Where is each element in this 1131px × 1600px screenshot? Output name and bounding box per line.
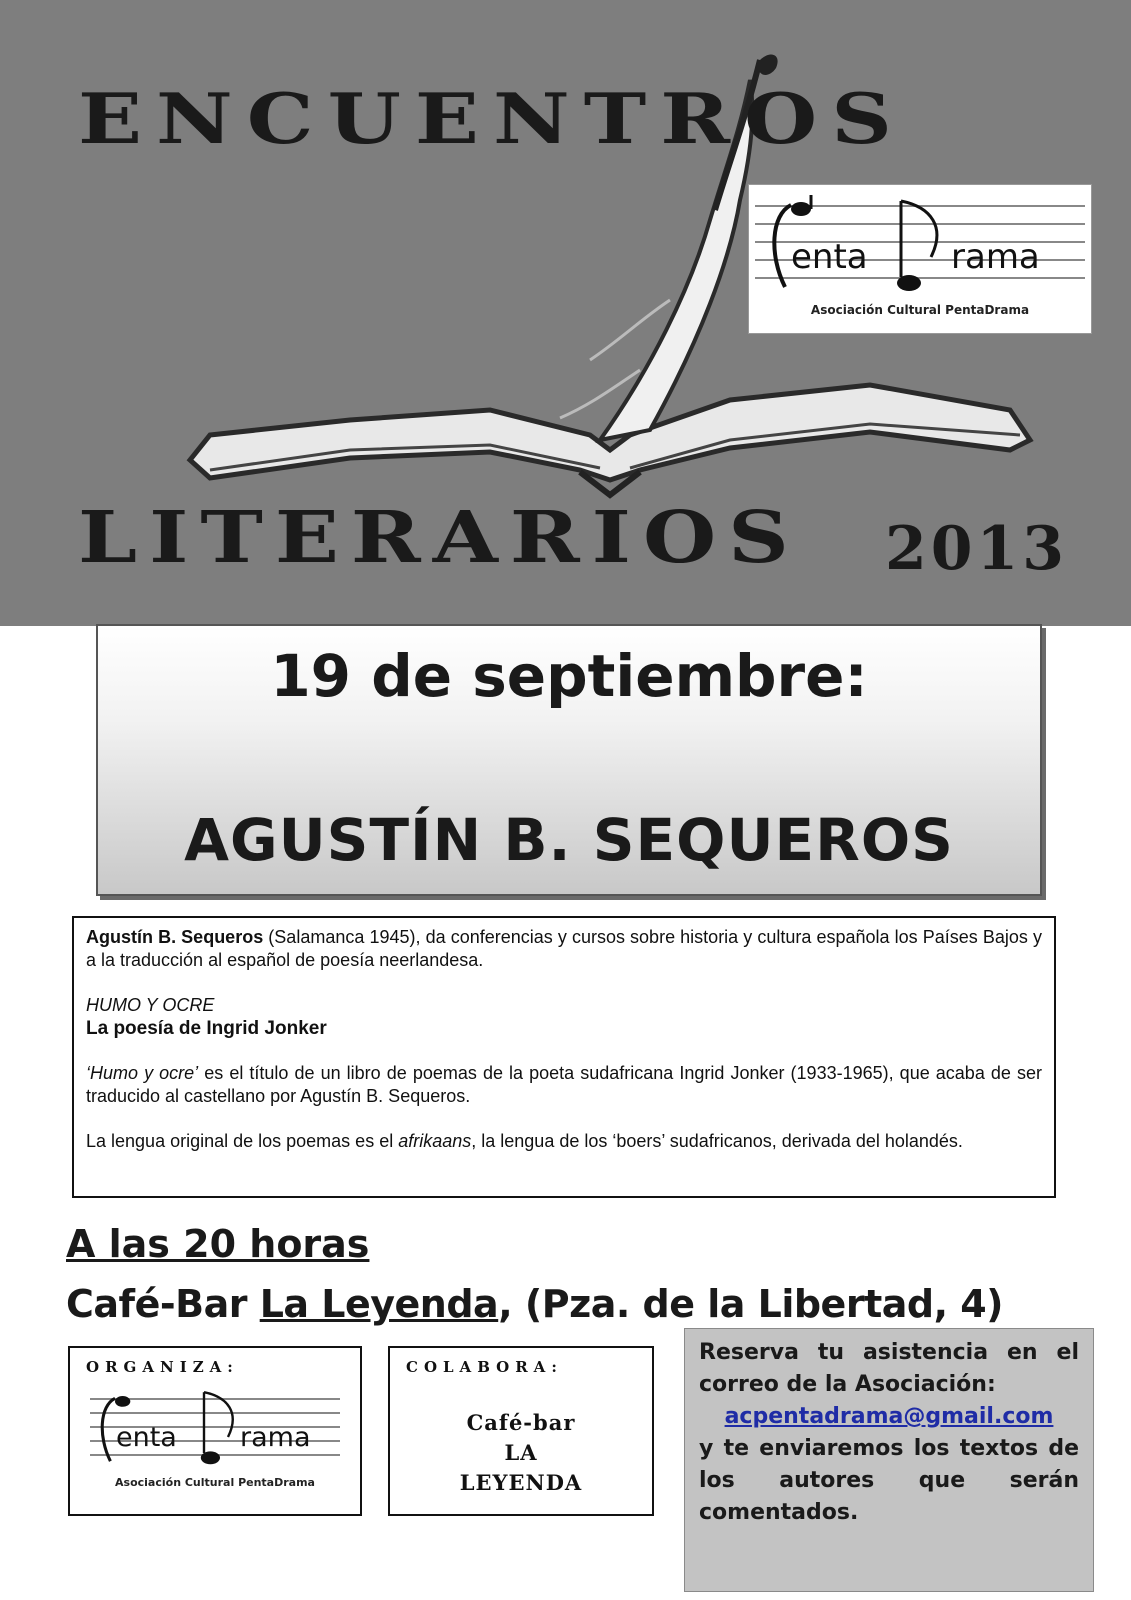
bio-p3-end: , la lengua de los ‘boers’ sudafricanos, derivada del holandés.: [471, 1131, 963, 1151]
bio-intro-text: (Salamanca 1945), da conferencias y cursos sobre historia y cultura española los Países Bajos y a la traducción al español de poesía neerlandesa.: [86, 927, 1042, 970]
reserve-email-link[interactable]: acpentadrama@gmail.com: [724, 1404, 1054, 1429]
event-author: AGUSTÍN B. SEQUEROS: [184, 806, 954, 874]
bio-intro: [86, 926, 1042, 972]
event-place: [66, 1282, 1003, 1326]
bio-p3-start: La lengua original de los poemas es el: [86, 1131, 399, 1151]
title-year: 2013: [885, 514, 1068, 584]
logo-caption: Asociación Cultural PentaDrama: [810, 303, 1030, 317]
logo-word-right: rama: [951, 237, 1040, 277]
colabora-name: [390, 1408, 652, 1498]
organiza-label: ORGANIZA:: [86, 1358, 239, 1376]
logo-caption: Asociación Cultural PentaDrama: [115, 1476, 315, 1489]
event-date: 19 de septiembre:: [270, 642, 868, 710]
reserve-box: [684, 1328, 1094, 1592]
bio-p2-text: es el título de un libro de poemas de la poeta sudafricana Ingrid Jonker (1933-1965), que acaba de ser traducido al castellano por Agustín B. Sequeros.: [86, 1063, 1042, 1106]
bio-p3-italic: afrikaans: [398, 1131, 472, 1151]
event-time: A las 20 horas: [66, 1222, 370, 1266]
bio-paragraph-3: [86, 1130, 1042, 1153]
colabora-label: COLABORA:: [406, 1358, 563, 1376]
bio-paragraph-2: [86, 1062, 1042, 1108]
colabora-box: [388, 1346, 654, 1516]
header-banner: [0, 0, 1131, 626]
logo-staff: [755, 191, 1085, 295]
logo-word-left: enta: [116, 1422, 177, 1453]
bio-p2-title: ‘Humo y ocre’: [86, 1063, 199, 1083]
colabora-line-2: LA: [504, 1440, 538, 1465]
colabora-line-3: LEYENDA: [459, 1470, 583, 1495]
title-encuentros: ENCUENTROS: [78, 78, 906, 160]
bio-book-heading: [86, 994, 1042, 1040]
organiza-box: [68, 1346, 362, 1516]
pentadrama-logo-top: [748, 184, 1092, 334]
logo-word-right: rama: [240, 1422, 311, 1453]
place-name: La Leyenda: [259, 1282, 499, 1326]
place-suffix: , (Pza. de la Libertad, 4): [498, 1282, 1004, 1326]
bio-book-title: HUMO Y OCRE: [86, 995, 215, 1015]
place-prefix: Café-Bar: [66, 1282, 260, 1326]
pentadrama-logo-bottom: [90, 1386, 340, 1496]
title-literarios: LITERARIOS: [78, 495, 801, 580]
bio-box: [72, 916, 1056, 1198]
logo-word-left: enta: [791, 237, 868, 277]
colabora-line-1: Café-bar: [466, 1410, 576, 1435]
reserve-text-1: Reserva tu asistencia en el correo de la Asociación:: [699, 1340, 1079, 1397]
bio-author-name: Agustín B. Sequeros: [86, 927, 264, 947]
bio-book-subtitle: La poesía de Ingrid Jonker: [86, 1018, 327, 1039]
reserve-text-2: y te enviaremos los textos de los autores que serán comentados.: [699, 1436, 1079, 1525]
event-date-box: [96, 624, 1042, 896]
